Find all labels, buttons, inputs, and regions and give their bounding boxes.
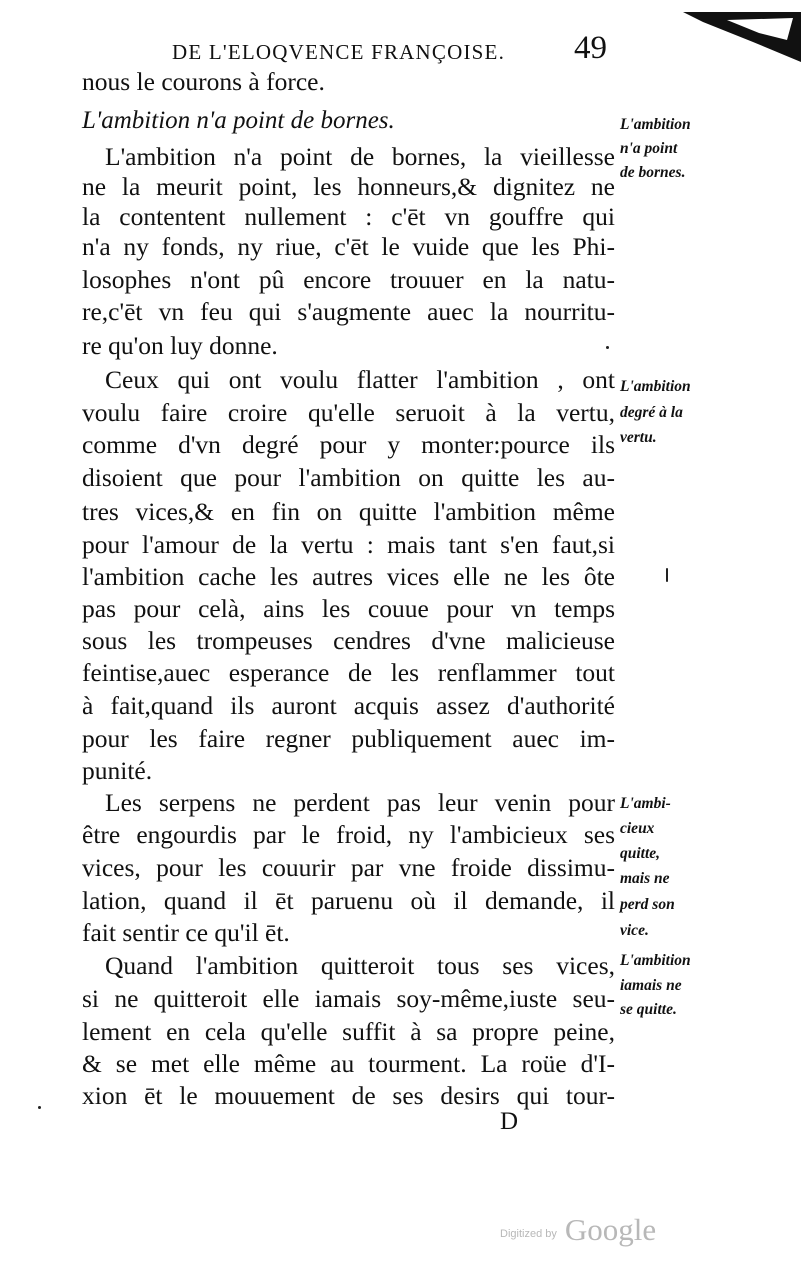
text-line: Les serpens ne perdent pas leur venin pour bbox=[105, 788, 615, 817]
page-number: 49 bbox=[574, 30, 607, 66]
margin-note-line: L'ambition bbox=[620, 378, 691, 395]
section-heading: L'ambition n'a point de bornes. bbox=[82, 107, 395, 134]
margin-note-line: perd son bbox=[620, 896, 675, 913]
text-line: xion ēt le mouuement de ses desirs qui tour- bbox=[82, 1081, 615, 1110]
margin-note-line: degré à la bbox=[620, 404, 683, 421]
text-line: re qu'on luy donne. bbox=[82, 331, 278, 360]
text-line: vices, pour les couurir par vne froide dissimu- bbox=[82, 853, 615, 882]
watermark-prefix: Digitized by bbox=[500, 1228, 557, 1240]
text-line: Ceux qui ont voulu flatter l'ambition , ont bbox=[105, 365, 615, 394]
text-line: nous le courons à force. bbox=[82, 67, 325, 96]
text-line: pas pour celà, ains les couue pour vn temps bbox=[82, 594, 615, 623]
text-line: lement en cela qu'elle suffit à sa propre peine, bbox=[82, 1017, 615, 1046]
margin-note-line: vertu. bbox=[620, 429, 657, 446]
margin-note-line: de bornes. bbox=[620, 164, 686, 181]
text-line: n'a ny fonds, ny riue, c'ēt le vuide que les Phi- bbox=[82, 232, 615, 261]
margin-note-line: L'ambition bbox=[620, 952, 691, 969]
text-line: ne la meurit point, les honneurs,& dignitez ne bbox=[82, 172, 615, 201]
text-line: Quand l'ambition quitteroit tous ses vices, bbox=[105, 951, 615, 980]
text-line: punité. bbox=[82, 756, 153, 785]
ink-speck bbox=[606, 346, 609, 349]
corner-ink-mark bbox=[683, 12, 801, 62]
text-line: disoient que pour l'ambition on quitte les au- bbox=[82, 463, 615, 492]
text-line: voulu faire croire qu'elle seruoit à la vertu, bbox=[82, 398, 615, 427]
text-line: fait sentir ce qu'il ēt. bbox=[82, 918, 290, 947]
margin-note-line: cieux bbox=[620, 820, 655, 837]
text-line: pour les faire regner publiquement auec im- bbox=[82, 724, 615, 753]
margin-note-line: se quitte. bbox=[620, 1001, 677, 1018]
margin-note-line: mais ne bbox=[620, 870, 670, 887]
running-head: DE L'ELOQVENCE FRANÇOISE. bbox=[172, 40, 506, 64]
margin-note-line: n'a point bbox=[620, 140, 678, 157]
text-line: être engourdis par le froid, ny l'ambicieux ses bbox=[82, 820, 615, 849]
digitized-watermark bbox=[500, 1212, 656, 1248]
text-line: feintise,auec esperance de les renflammer tout bbox=[82, 658, 615, 687]
text-line: re,c'ēt vn feu qui s'augmente auec la nourritu- bbox=[82, 297, 615, 326]
margin-note-line: iamais ne bbox=[620, 977, 682, 994]
margin-note-line: L'ambi- bbox=[620, 795, 671, 812]
margin-note-line: vice. bbox=[620, 922, 649, 939]
signature-mark: D bbox=[500, 1108, 519, 1135]
text-line: la contentent nullement : c'ēt vn gouffre qui bbox=[82, 202, 615, 231]
text-line: si ne quitteroit elle iamais soy-même,iuste seu- bbox=[82, 984, 615, 1013]
margin-note-line: quitte, bbox=[620, 845, 661, 862]
text-line: L'ambition n'a point de bornes, la vieillesse bbox=[105, 142, 615, 171]
text-line: lation, quand il ēt paruenu où il demande, il bbox=[82, 886, 615, 915]
text-line: & se met elle même au tourment. La roüe d'I- bbox=[82, 1049, 615, 1078]
text-line: l'ambition cache les autres vices elle ne les ôte bbox=[82, 562, 615, 591]
text-line: tres vices,& en fin on quitte l'ambition même bbox=[82, 497, 615, 526]
google-logo: Google bbox=[564, 1212, 657, 1247]
margin-note-line: L'ambition bbox=[620, 116, 691, 133]
text-line: losophes n'ont pû encore trouuer en la natu- bbox=[82, 265, 615, 294]
text-line: pour l'amour de la vertu : mais tant s'en faut,si bbox=[82, 530, 615, 559]
text-line: sous les trompeuses cendres d'vne malicieuse bbox=[82, 626, 615, 655]
ink-speck bbox=[666, 568, 668, 582]
text-line: à fait,quand ils auront acquis assez d'authorité bbox=[82, 691, 615, 720]
ink-speck bbox=[38, 1106, 41, 1109]
text-line: comme d'vn degré pour y monter:pource ils bbox=[82, 430, 615, 459]
